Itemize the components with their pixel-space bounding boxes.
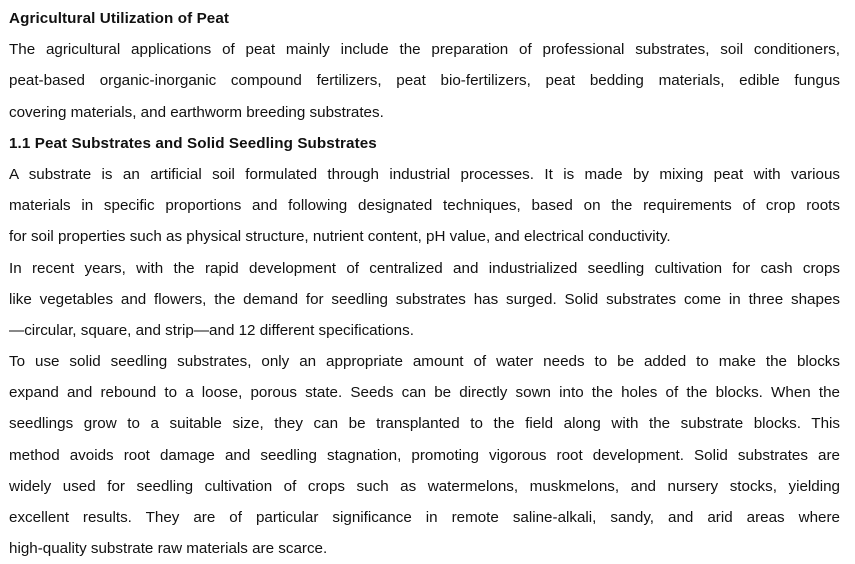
paragraph-line: high-quality substrate raw materials are scarce. [9, 540, 328, 558]
intro-line: covering materials, and earthworm breeding substrates. [9, 103, 384, 121]
intro-line: The agricultural applications of peat mainly include the preparation of professional substrates, soil conditioners, [9, 41, 840, 59]
paragraph-line: To use solid seedling substrates, only an appropriate amount of water needs to be added to make the blocks [9, 353, 840, 371]
paragraph-line: widely used for seedling cultivation of crops such as watermelons, muskmelons, and nursery stocks, yielding [9, 477, 840, 495]
paragraph-line: materials in specific proportions and following designated techniques, based on the requirements of crop roots [9, 197, 840, 215]
paragraph-recent-demand [9, 253, 840, 347]
paragraph-line: expand and rebound to a loose, porous state. Seeds can be directly sown into the holes of the blocks. When the [9, 384, 840, 402]
paragraph-line: method avoids root damage and seedling stagnation, promoting vigorous root development. Solid substrates are [9, 446, 840, 464]
paragraph-line: excellent results. They are of particular significance in remote saline-alkali, sandy, and arid areas where [9, 509, 840, 526]
intro-line: peat-based organic-inorganic compound fertilizers, peat bio-fertilizers, peat bedding materials, edible fungus [9, 72, 840, 90]
paragraph-line: In recent years, with the rapid development of centralized and industrialized seedling cultivation for cash crops [9, 259, 840, 277]
paragraph-line: for soil properties such as physical structure, nutrient content, pH value, and electrical conductivity. [9, 228, 671, 246]
paragraph-line: —circular, square, and strip—and 12 different specifications. [9, 321, 414, 339]
section-heading: 1.1 Peat Substrates and Solid Seedling Substrates [9, 134, 377, 152]
document-title: Agricultural Utilization of Peat [9, 10, 230, 27]
paragraph-line: A substrate is an artificial soil formulated through industrial processes. It is made by mixing peat with various [9, 165, 840, 183]
paragraph-line: like vegetables and flowers, the demand for seedling substrates has surged. Solid substrates come in three shapes [9, 290, 840, 308]
paragraph-line: seedlings grow to a suitable size, they can be transplanted to the field along with the substrate blocks. This [9, 415, 840, 433]
intro-paragraph [9, 34, 840, 128]
paragraph-substrate-definition [9, 159, 840, 253]
paragraph-usage [9, 346, 840, 564]
